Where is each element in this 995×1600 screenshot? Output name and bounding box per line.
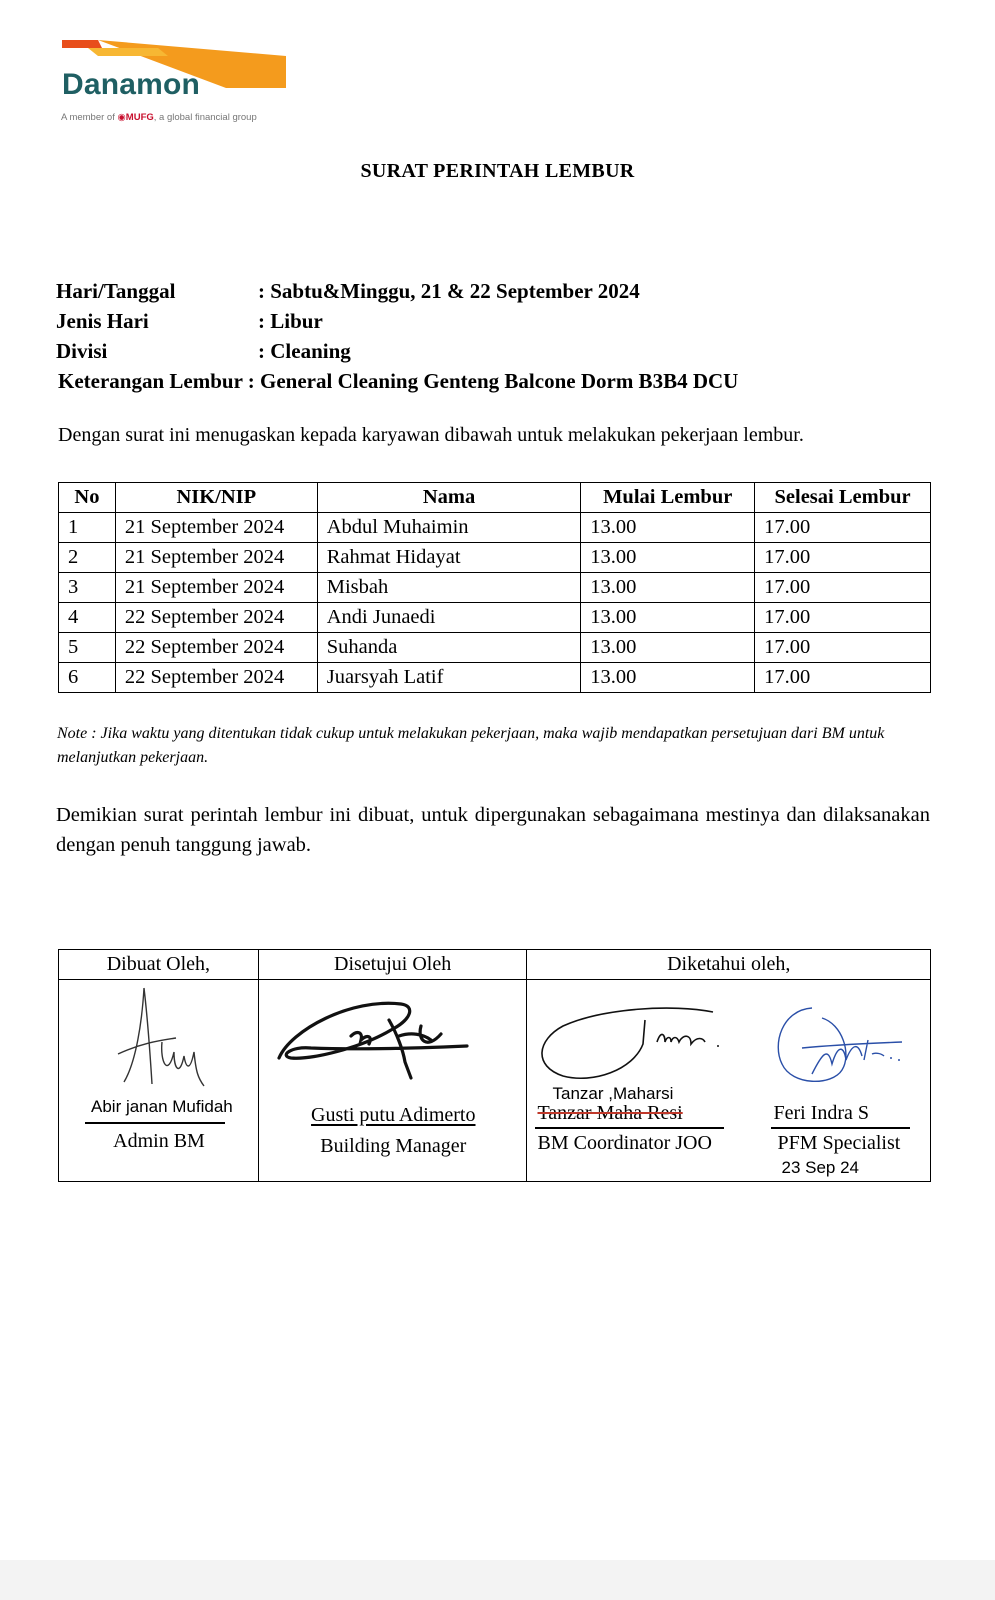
jenis-label: Jenis Hari: [56, 309, 149, 333]
info-row-keterangan: [56, 366, 738, 396]
cell-no: 1: [59, 513, 116, 543]
info-row-divisi: [56, 336, 738, 366]
cell-no: 4: [59, 603, 116, 633]
danamon-logo: [58, 36, 298, 131]
col-no-header: No: [59, 483, 116, 513]
table-row: [59, 603, 931, 633]
document-title: SURAT PERINTAH LEMBUR: [360, 160, 635, 182]
pfm-role: PFM Specialist: [777, 1132, 901, 1154]
signature-header-row: [59, 950, 931, 980]
diketahui-header: Diketahui oleh,: [527, 950, 931, 980]
info-block: [56, 276, 738, 396]
logo-brand-text: Danamon: [62, 68, 201, 101]
cell-nama: Andi Junaedi: [317, 603, 581, 633]
note-text: Note : Jika waktu yang ditentukan tidak cukup untuk melakukan pekerjaan, maka wajib mendapatkan persetujuan dari BM untuk melanjutkan pekerjaan.: [57, 725, 885, 766]
coord-role: BM Coordinator JOO: [537, 1132, 712, 1154]
col-nik-header: NIK/NIP: [115, 483, 317, 513]
cell-nik: 21 September 2024: [115, 543, 317, 573]
dibuat-underline: [85, 1122, 225, 1124]
info-row-hari: [56, 276, 738, 306]
cell-nik: 21 September 2024: [115, 573, 317, 603]
table-row: [59, 663, 931, 693]
cell-nama: Suhanda: [317, 633, 581, 663]
dibuat-role: Admin BM: [113, 1130, 205, 1152]
cell-selesai: 17.00: [755, 573, 931, 603]
overtime-table: [58, 482, 931, 693]
table-row: [59, 513, 931, 543]
cell-nama: Abdul Muhaimin: [317, 513, 581, 543]
disetujui-role: Building Manager: [320, 1135, 467, 1157]
cell-nik: 22 September 2024: [115, 633, 317, 663]
table-row: [59, 633, 931, 663]
dibuat-header: Dibuat Oleh,: [59, 950, 259, 980]
cell-selesai: 17.00: [755, 603, 931, 633]
cell-mulai: 13.00: [581, 603, 755, 633]
cell-no: 2: [59, 543, 116, 573]
pfm-name: Feri Indra S: [773, 1102, 870, 1124]
signature-tanzar-icon: [533, 1000, 733, 1082]
coord-struck-name: Tanzar Maha Resi: [537, 1102, 683, 1124]
dibuat-cell: [59, 980, 259, 1182]
bottom-margin: [0, 1560, 995, 1600]
hari-value: : Sabtu&Minggu, 21 & 22 September 2024: [258, 279, 640, 303]
tagline-mufg: MUFG: [125, 112, 154, 123]
pfm-underline: [771, 1127, 910, 1129]
keterangan-text: Keterangan Lembur : General Cleaning Genteng Balcone Dorm B3B4 DCU: [58, 369, 739, 393]
cell-selesai: 17.00: [755, 633, 931, 663]
signature-feri-icon: [772, 1004, 912, 1094]
dibuat-name: Abir janan Mufidah: [91, 1097, 233, 1116]
cell-nama: Misbah: [317, 573, 581, 603]
coord-underline: [535, 1127, 724, 1129]
cell-nik: 21 September 2024: [115, 513, 317, 543]
col-nama-header: Nama: [317, 483, 581, 513]
diketahui-cell: [527, 980, 931, 1182]
table-row: [59, 543, 931, 573]
hari-label: Hari/Tanggal: [56, 279, 176, 303]
logo-tagline: [61, 112, 257, 123]
cell-nama: Rahmat Hidayat: [317, 543, 581, 573]
disetujui-header: Disetujui Oleh: [258, 950, 527, 980]
table-row: [59, 573, 931, 603]
divisi-value: : Cleaning: [258, 339, 351, 363]
cell-nik: 22 September 2024: [115, 603, 317, 633]
divisi-label: Divisi: [56, 339, 108, 363]
cell-selesai: 17.00: [755, 513, 931, 543]
mufg-icon: ◉: [117, 112, 126, 123]
info-row-jenis: [56, 306, 738, 336]
coord-handwritten-name: Tanzar ,Maharsi: [552, 1084, 674, 1103]
signature-table: [58, 949, 931, 1182]
cell-mulai: 13.00: [581, 543, 755, 573]
pfm-date: 23 Sep 24: [781, 1158, 859, 1177]
signature-body-row: [59, 980, 931, 1182]
cell-mulai: 13.00: [581, 663, 755, 693]
table-header-row: [59, 483, 931, 513]
signature-abir-icon: [114, 982, 214, 1092]
closing-paragraph: Demikian surat perintah lembur ini dibuat, untuk dipergunakan sebagaimana mestinya dan dilaksanakan dengan penuh tanggung jawab.: [56, 804, 930, 856]
cell-mulai: 13.00: [581, 633, 755, 663]
cell-no: 5: [59, 633, 116, 663]
jenis-value: : Libur: [258, 309, 323, 333]
col-mulai-header: Mulai Lembur: [581, 483, 755, 513]
cell-nik: 22 September 2024: [115, 663, 317, 693]
cell-selesai: 17.00: [755, 543, 931, 573]
cell-no: 3: [59, 573, 116, 603]
intro-text: Dengan surat ini menugaskan kepada karyawan dibawah untuk melakukan pekerjaan lembur.: [58, 424, 804, 446]
cell-no: 6: [59, 663, 116, 693]
tagline-suffix: , a global financial group: [153, 112, 257, 123]
disetujui-cell: [258, 980, 527, 1182]
tagline-prefix: A member of: [61, 112, 115, 123]
cell-mulai: 13.00: [581, 513, 755, 543]
cell-mulai: 13.00: [581, 573, 755, 603]
disetujui-name: Gusti putu Adimerto: [311, 1104, 476, 1126]
col-selesai-header: Selesai Lembur: [755, 483, 931, 513]
cell-selesai: 17.00: [755, 663, 931, 693]
cell-nama: Juarsyah Latif: [317, 663, 581, 693]
signature-gusti-icon: [271, 990, 471, 1085]
